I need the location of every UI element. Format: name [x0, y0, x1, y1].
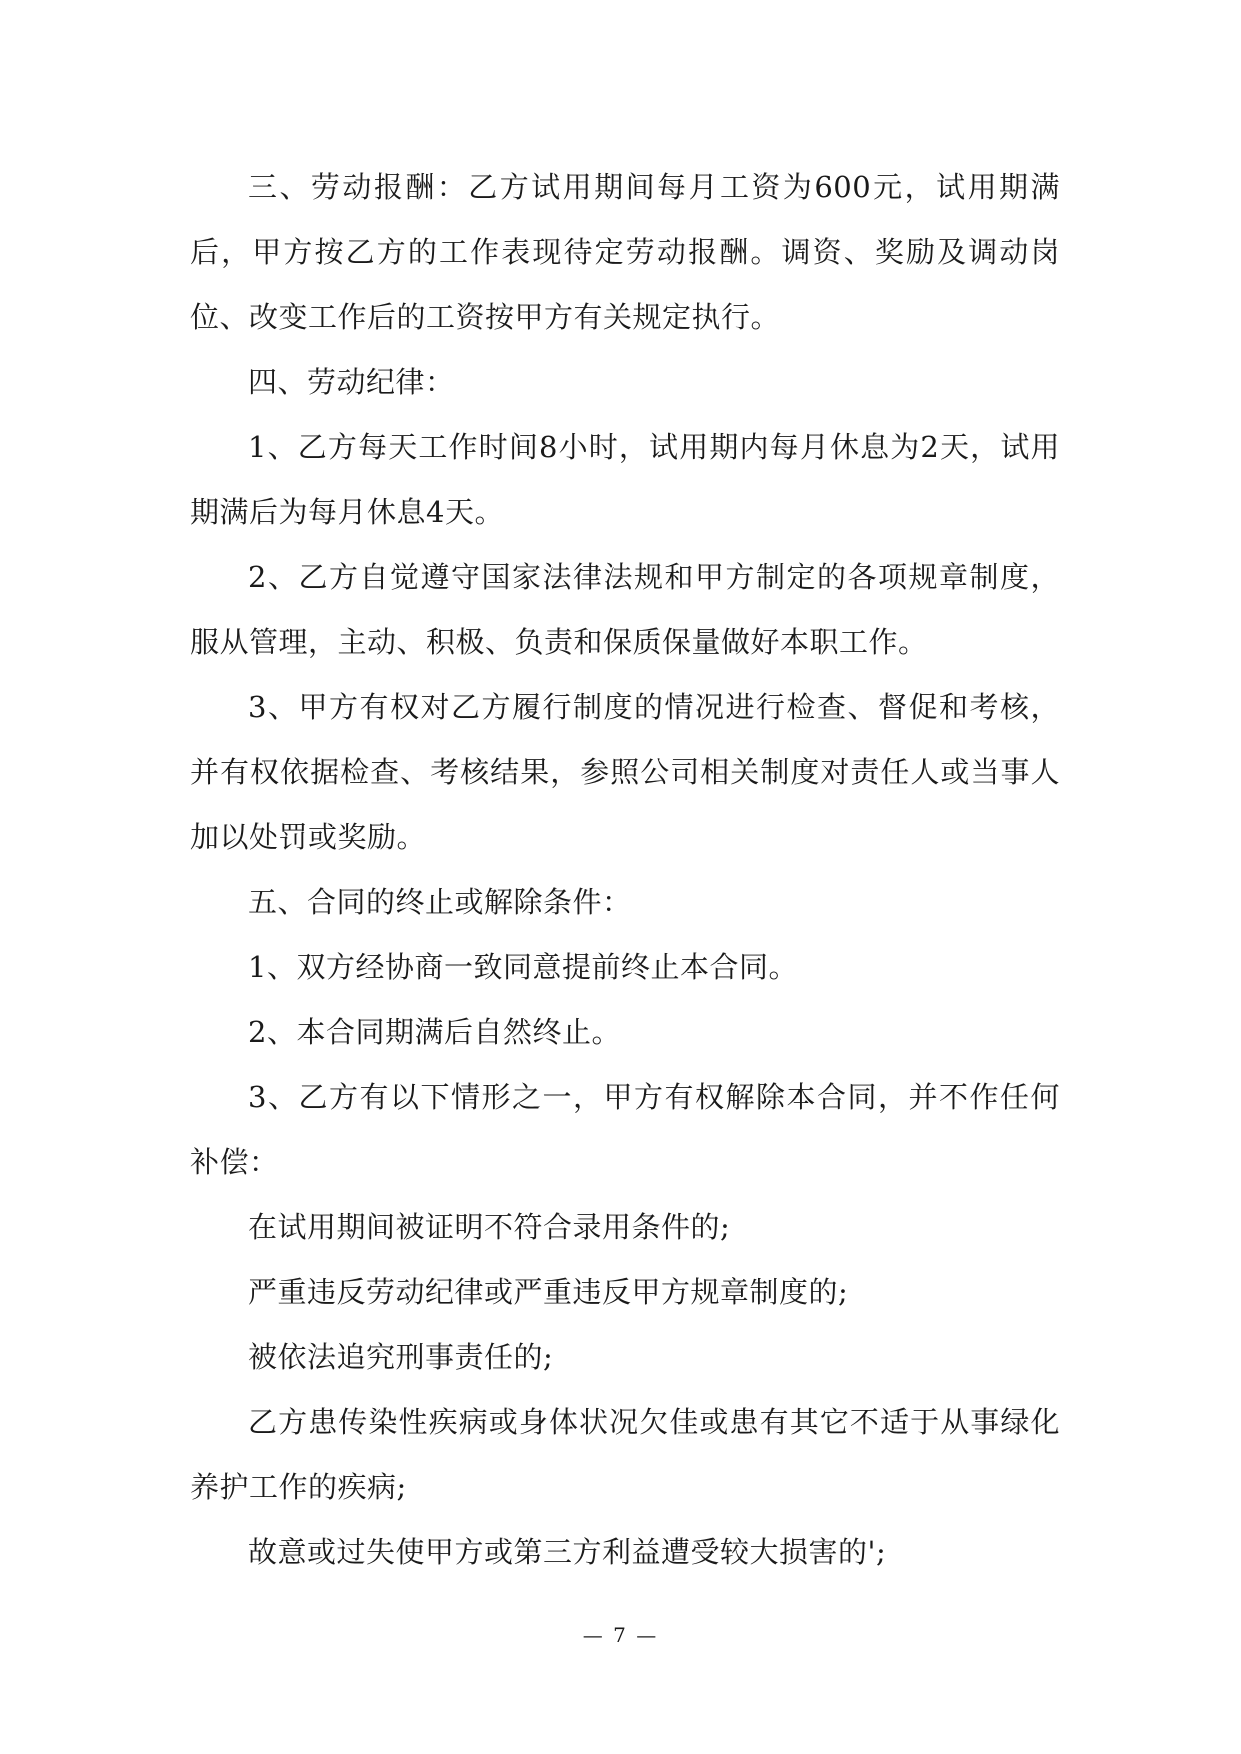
list-item-criminal-liability: 被依法追究刑事责任的;: [248, 1340, 554, 1374]
page-number: — 7 —: [582, 1623, 659, 1647]
heading-labor-discipline: 四、劳动纪律：: [248, 365, 455, 399]
list-item-damage: 故意或过失使甲方或第三方利益遭受较大损害的';: [248, 1535, 887, 1569]
paragraph-compliance: 2、乙方自觉遵守国家法律法规和甲方制定的各项规章制度，服从管理，主动、积极、负责和保质保量做好本职工作。: [190, 560, 1060, 659]
paragraph-expiry-termination: 2、本合同期满后自然终止。: [248, 1015, 621, 1049]
document-body: [190, 155, 1060, 1585]
heading-termination-conditions: 五、合同的终止或解除条件：: [248, 885, 632, 919]
paragraph-mutual-termination: 1、双方经协商一致同意提前终止本合同。: [248, 950, 798, 984]
paragraph-inspection-rights: 3、甲方有权对乙方履行制度的情况进行检查、督促和考核，并有权依据检查、考核结果，参照公司相关制度对责任人或当事人加以处罚或奖励。: [190, 690, 1060, 854]
paragraph-labor-compensation: 三、劳动报酬：乙方试用期间每月工资为600元，试用期满后，甲方按乙方的工作表现待定劳动报酬。调资、奖励及调动岗位、改变工作后的工资按甲方有关规定执行。: [190, 170, 1060, 334]
paragraph-working-hours: 1、乙方每天工作时间8小时，试用期内每月休息为2天，试用期满后为每月休息4天。: [190, 430, 1060, 529]
paragraph-dismissal-conditions: 3、乙方有以下情形之一，甲方有权解除本合同，并不作任何补偿：: [190, 1080, 1060, 1179]
list-item-probation-unqualified: 在试用期间被证明不符合录用条件的;: [248, 1210, 731, 1244]
list-item-illness: 乙方患传染性疾病或身体状况欠佳或患有其它不适于从事绿化养护工作的疾病;: [190, 1405, 1060, 1504]
list-item-serious-violation: 严重违反劳动纪律或严重违反甲方规章制度的;: [248, 1275, 849, 1309]
